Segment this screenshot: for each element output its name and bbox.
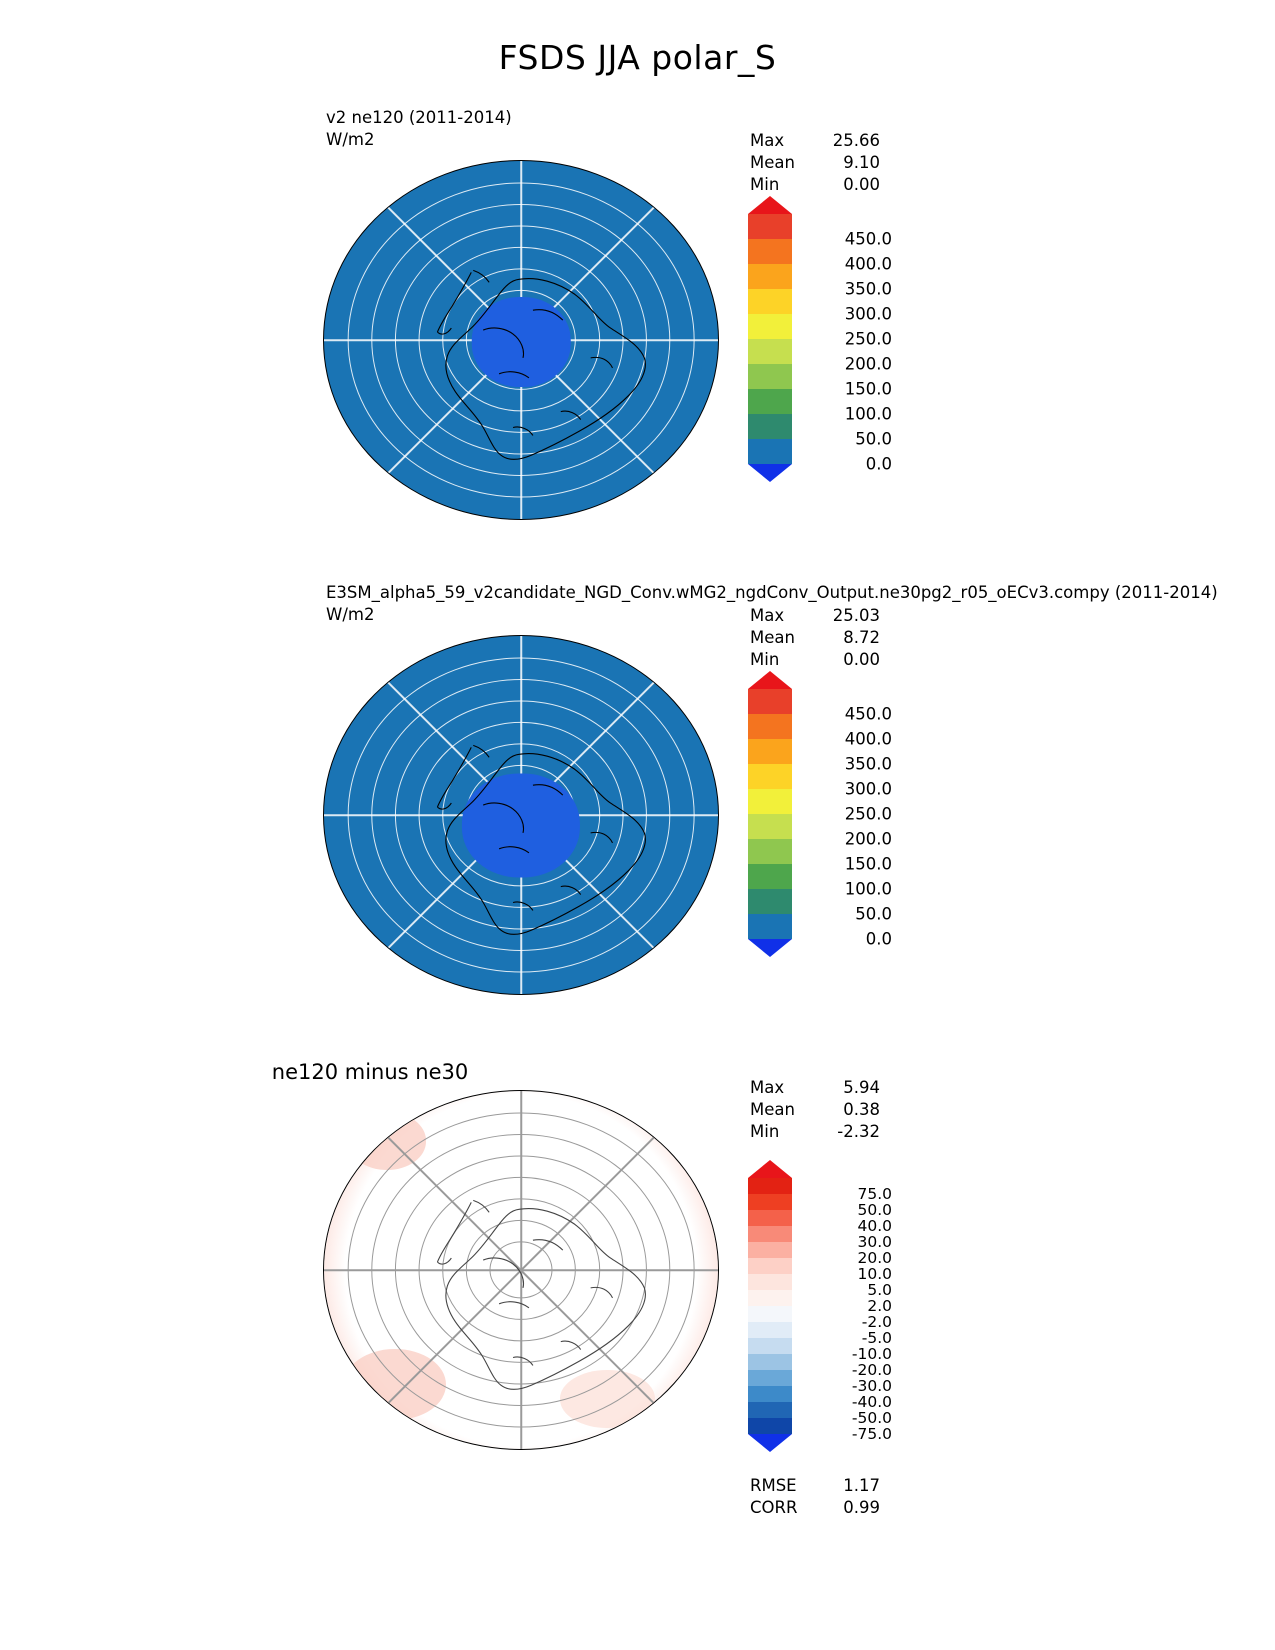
panel-test-title: v2 ne120 (2011-2014) bbox=[326, 108, 512, 127]
colorbar-tick: 450.0 bbox=[844, 229, 892, 249]
colorbar-under-arrow bbox=[748, 1434, 792, 1452]
colorbar-tick: 50.0 bbox=[855, 904, 892, 924]
colorbar-tick: 200.0 bbox=[844, 354, 892, 374]
panel-difference-footer-stats bbox=[750, 1475, 880, 1519]
colorbar-tick: 200.0 bbox=[844, 829, 892, 849]
colorbar-tick: 0.0 bbox=[865, 929, 892, 949]
stat-value: 0.38 bbox=[843, 1100, 880, 1119]
colorbar-tick: 75.0 bbox=[857, 1185, 892, 1203]
colorbar-tick: 100.0 bbox=[844, 879, 892, 899]
colorbar-gradient bbox=[748, 689, 792, 939]
colorbar-over-arrow bbox=[748, 671, 792, 689]
stat-row bbox=[750, 1099, 880, 1121]
stat-value: 1.17 bbox=[843, 1476, 880, 1495]
colorbar-tick: -5.0 bbox=[861, 1329, 892, 1347]
stat-value: -2.32 bbox=[837, 1122, 880, 1141]
stat-row bbox=[750, 152, 880, 174]
colorbar-tick: 400.0 bbox=[844, 254, 892, 274]
panel-test bbox=[0, 100, 1275, 550]
panel-reference-stats bbox=[750, 605, 880, 671]
colorbar-tick: 100.0 bbox=[844, 404, 892, 424]
panel-reference bbox=[0, 575, 1275, 1025]
stat-row bbox=[750, 174, 880, 196]
stat-label: Min bbox=[750, 1122, 780, 1141]
stat-row bbox=[750, 627, 880, 649]
colorbar-tick: 40.0 bbox=[857, 1217, 892, 1235]
stat-label: CORR bbox=[750, 1498, 798, 1517]
stat-value: 0.99 bbox=[843, 1498, 880, 1517]
coastline-overlay bbox=[324, 1091, 718, 1449]
colorbar-tick: 2.0 bbox=[867, 1297, 892, 1315]
colorbar-tick: 0.0 bbox=[865, 454, 892, 474]
stat-value: 8.72 bbox=[843, 628, 880, 647]
coastline-overlay bbox=[324, 161, 718, 519]
colorbar-tick: 400.0 bbox=[844, 729, 892, 749]
colorbar-tick: 20.0 bbox=[857, 1249, 892, 1267]
polar-map-test bbox=[323, 160, 723, 530]
polar-map-reference bbox=[323, 635, 723, 1005]
panel-reference-units: W/m2 bbox=[326, 605, 375, 624]
colorbar-tick: -10.0 bbox=[851, 1345, 892, 1363]
stat-label: Max bbox=[750, 606, 785, 625]
colorbar-tick: -20.0 bbox=[851, 1361, 892, 1379]
panel-test-units: W/m2 bbox=[326, 130, 375, 149]
stat-label: Min bbox=[750, 175, 780, 194]
panel-difference-title: ne120 minus ne30 bbox=[271, 1060, 469, 1084]
colorbar-tick: 350.0 bbox=[844, 279, 892, 299]
colorbar-tick: 30.0 bbox=[857, 1233, 892, 1251]
polar-map-difference bbox=[323, 1090, 723, 1460]
stat-label: RMSE bbox=[750, 1476, 797, 1495]
colorbar-gradient bbox=[748, 214, 792, 464]
colorbar-tick: 250.0 bbox=[844, 804, 892, 824]
coastline-overlay bbox=[324, 636, 718, 994]
stat-label: Max bbox=[750, 1078, 785, 1097]
stat-value: 5.94 bbox=[843, 1078, 880, 1097]
stat-row bbox=[750, 1475, 880, 1497]
colorbar-tick: -30.0 bbox=[851, 1377, 892, 1395]
stat-row bbox=[750, 1497, 880, 1519]
colorbar-tick: -2.0 bbox=[861, 1313, 892, 1331]
stat-label: Mean bbox=[750, 1100, 795, 1119]
colorbar-under-arrow bbox=[748, 939, 792, 957]
panel-difference-stats bbox=[750, 1077, 880, 1143]
colorbar-under-arrow bbox=[748, 464, 792, 482]
colorbar-tick: 250.0 bbox=[844, 329, 892, 349]
stat-row bbox=[750, 649, 880, 671]
map-disc bbox=[323, 635, 719, 995]
stat-label: Mean bbox=[750, 153, 795, 172]
stat-row bbox=[750, 1077, 880, 1099]
colorbar-tick: 300.0 bbox=[844, 779, 892, 799]
stat-value: 25.66 bbox=[832, 131, 880, 150]
stat-label: Max bbox=[750, 131, 785, 150]
stat-row bbox=[750, 1121, 880, 1143]
stat-row bbox=[750, 130, 880, 152]
stat-value: 0.00 bbox=[843, 650, 880, 669]
colorbar-tick: 5.0 bbox=[867, 1281, 892, 1299]
colorbar-tick: 300.0 bbox=[844, 304, 892, 324]
colorbar-tick: 350.0 bbox=[844, 754, 892, 774]
colorbar-tick: 150.0 bbox=[844, 379, 892, 399]
colorbar-tick: -50.0 bbox=[851, 1409, 892, 1427]
colorbar-tick: 50.0 bbox=[855, 429, 892, 449]
colorbar-tick: -40.0 bbox=[851, 1393, 892, 1411]
colorbar-over-arrow bbox=[748, 196, 792, 214]
stat-label: Min bbox=[750, 650, 780, 669]
colorbar-gradient bbox=[748, 1178, 792, 1434]
stat-row bbox=[750, 605, 880, 627]
panel-reference-title: E3SM_alpha5_59_v2candidate_NGD_Conv.wMG2_ngdConv_Output.ne30pg2_r05_oECv3.compy (2011-2014) bbox=[326, 583, 1218, 602]
colorbar-tick: 50.0 bbox=[857, 1201, 892, 1219]
stat-value: 9.10 bbox=[843, 153, 880, 172]
map-disc bbox=[323, 1090, 719, 1450]
colorbar-tick: 150.0 bbox=[844, 854, 892, 874]
map-disc bbox=[323, 160, 719, 520]
colorbar-over-arrow bbox=[748, 1160, 792, 1178]
colorbar-tick: 450.0 bbox=[844, 704, 892, 724]
stat-value: 0.00 bbox=[843, 175, 880, 194]
colorbar-tick: 10.0 bbox=[857, 1265, 892, 1283]
stat-value: 25.03 bbox=[832, 606, 880, 625]
panel-difference bbox=[0, 1050, 1275, 1520]
stat-label: Mean bbox=[750, 628, 795, 647]
page-title: FSDS JJA polar_S bbox=[498, 38, 777, 77]
panel-test-stats bbox=[750, 130, 880, 196]
colorbar-tick: -75.0 bbox=[851, 1425, 892, 1443]
